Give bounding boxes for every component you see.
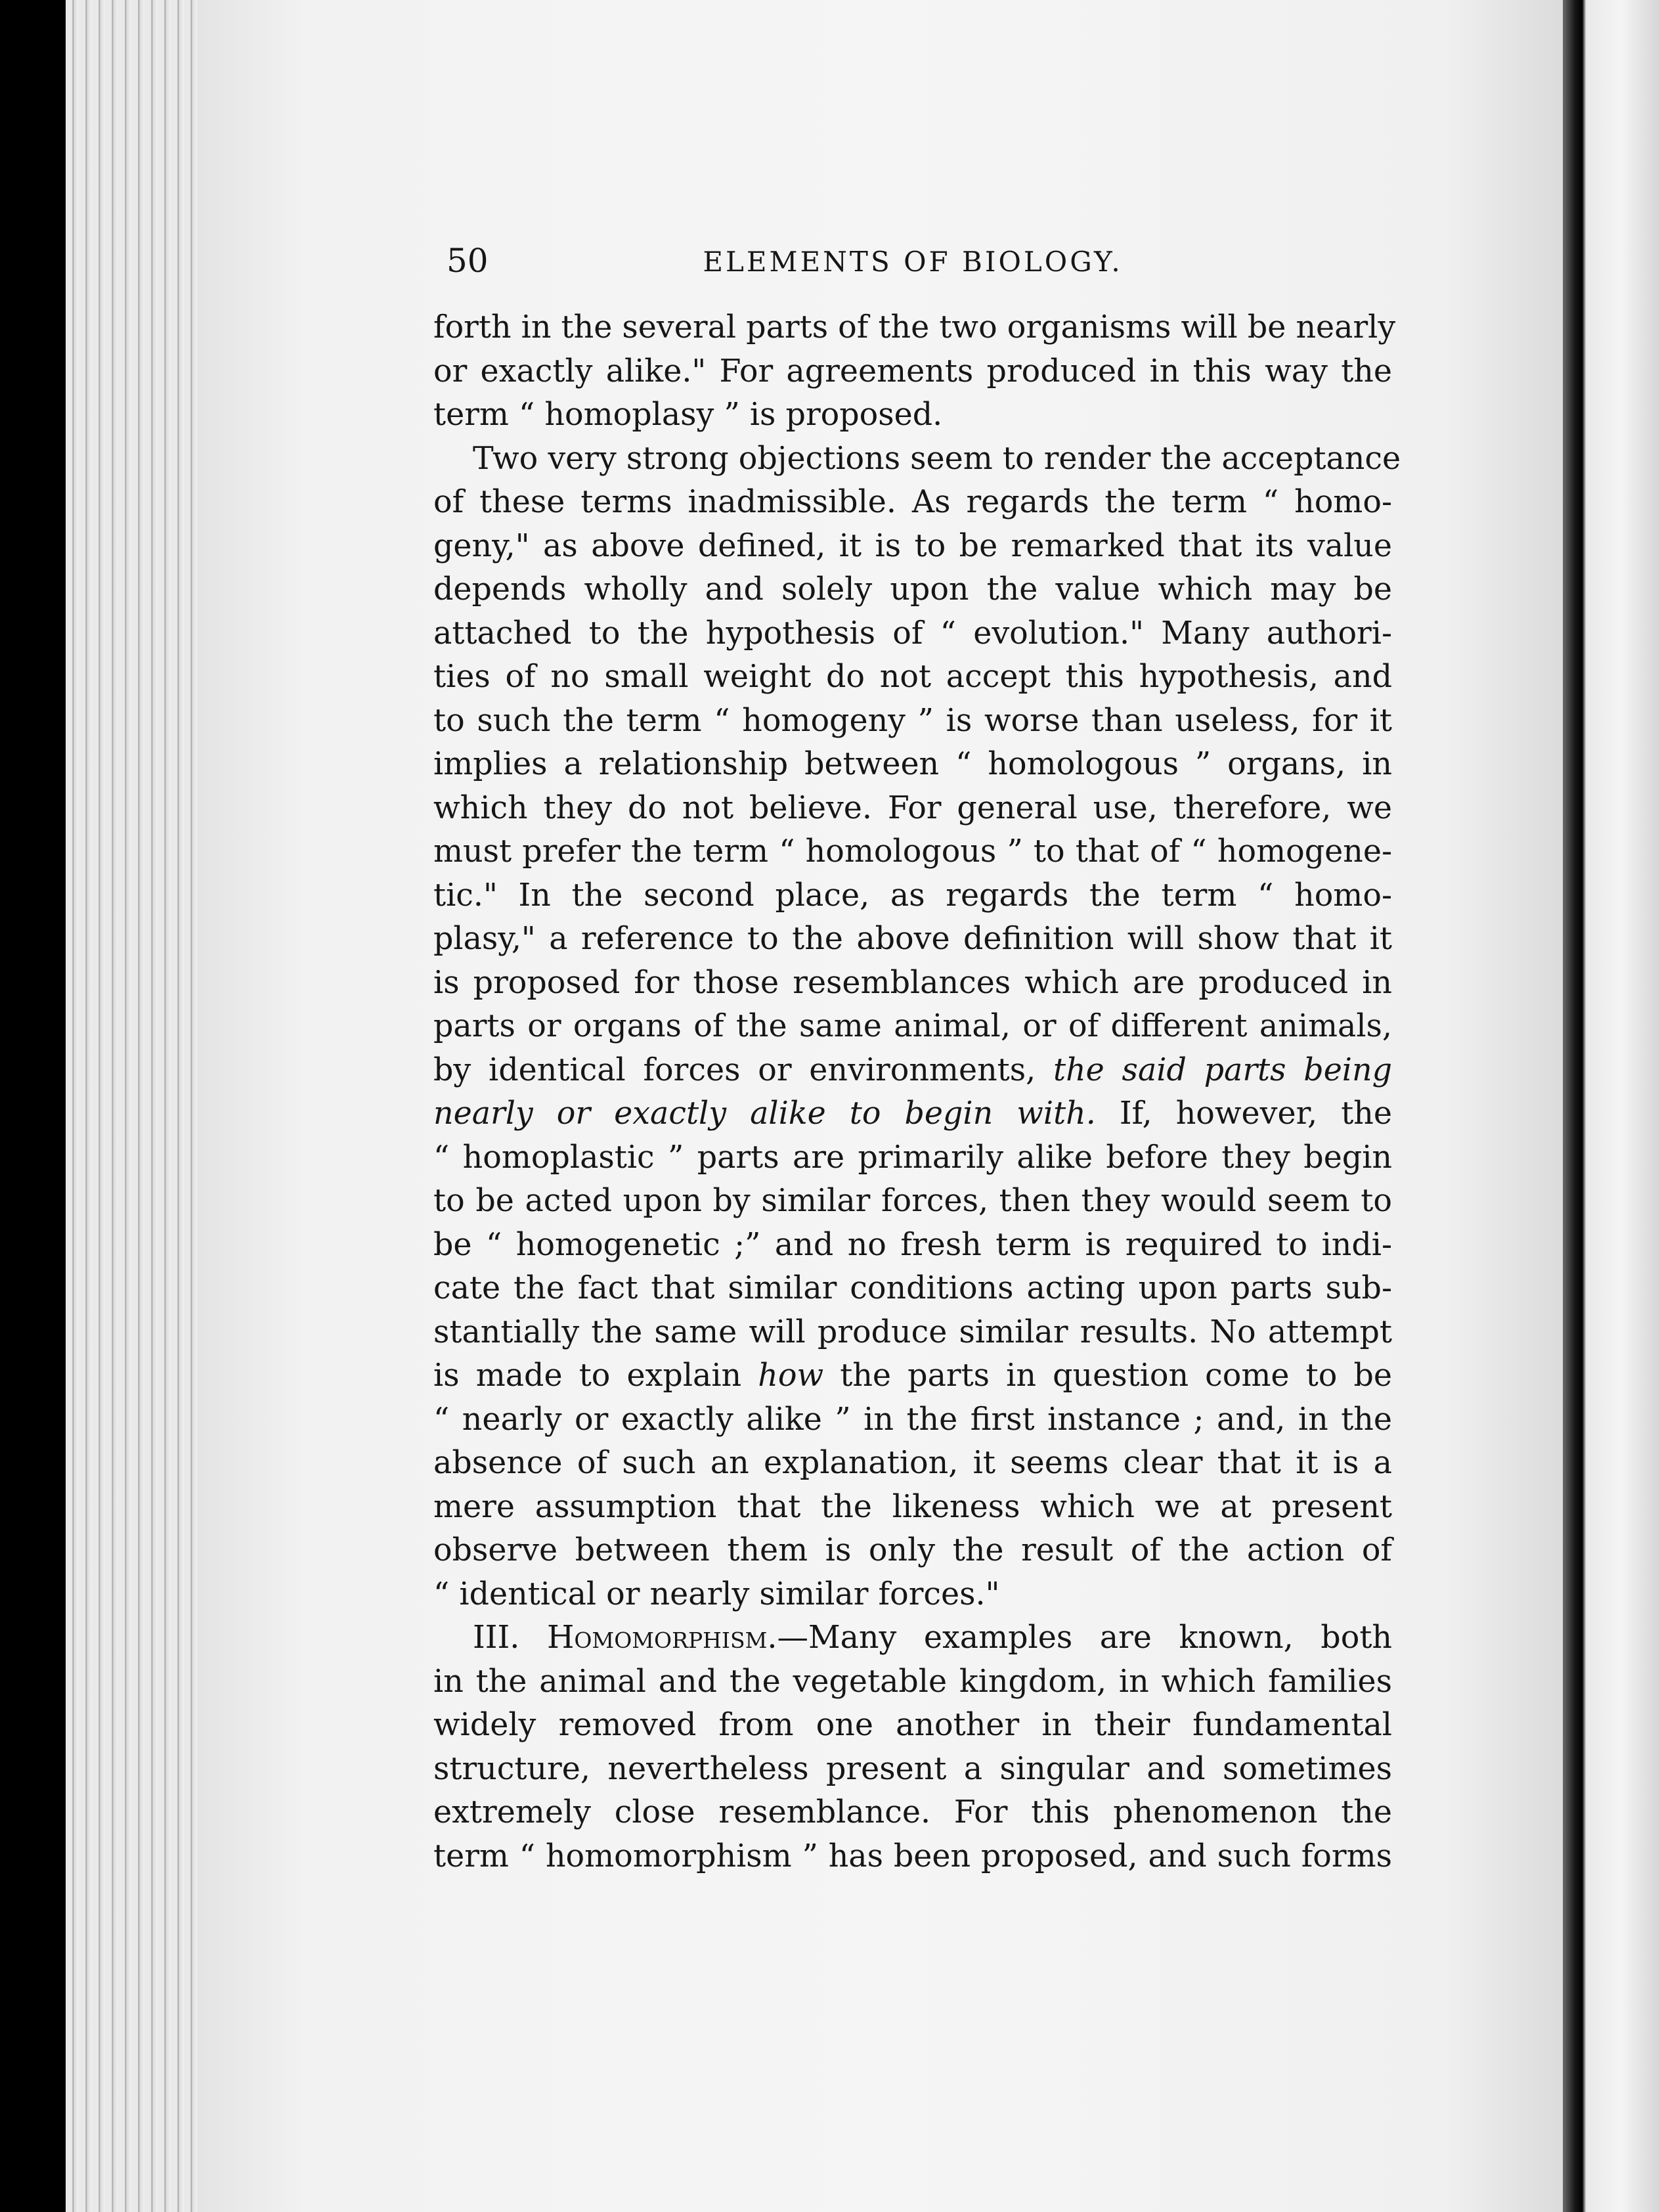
text-line: attached to the hypothesis of “ evolution." Many authori-	[433, 615, 1392, 652]
section-title: Homomorphism.	[546, 1620, 777, 1656]
text-line: absence of such an explanation, it seems clear that it is a	[433, 1445, 1392, 1481]
text-line: plasy," a reference to the above definition will show that it	[433, 921, 1392, 957]
page-content	[433, 236, 1401, 1878]
italic-phrase: the said parts being	[1053, 1051, 1392, 1088]
text-line: observe between them is only the result of the action of	[433, 1532, 1392, 1568]
text-line: forth in the several parts of the two organisms will be nearly	[433, 309, 1396, 345]
text-line: parts or organs of the same animal, or of different animals,	[433, 1008, 1392, 1044]
text-line: widely removed from one another in their fundamental	[433, 1707, 1392, 1743]
text-line: in the animal and the vegetable kingdom, in which families	[433, 1663, 1392, 1700]
text-line: be “ homogenetic ;” and no fresh term is required to indi-	[433, 1226, 1392, 1263]
text-line: cate the fact that similar conditions acting upon parts sub-	[433, 1270, 1392, 1306]
text-line-with-italic	[433, 1354, 1392, 1398]
page-edges-stack	[66, 0, 210, 2212]
italic-phrase: nearly or exactly alike to begin with.	[433, 1095, 1096, 1132]
text-line: implies a relationship between “ homologous ” organs, in	[433, 746, 1392, 782]
text-line: term “ homomorphism ” has been proposed, and such forms	[433, 1838, 1392, 1874]
text-line-with-italic	[433, 1049, 1392, 1093]
body-text	[433, 306, 1401, 1878]
text-line: to such the term “ homogeny ” is worse than useless, for it	[433, 702, 1392, 739]
running-title: ELEMENTS OF BIOLOGY.	[703, 246, 1123, 278]
text-line: of these terms inadmissible. As regards the term “ homo-	[433, 484, 1392, 520]
text-line: ties of no small weight do not accept this hypothesis, and	[433, 659, 1392, 695]
text-segment: is made to explain	[433, 1358, 758, 1394]
text-segment: —Many examples are known, both	[777, 1620, 1392, 1656]
text-line: is proposed for those resemblances which are produced in	[433, 964, 1392, 1001]
text-line: which they do not believe. For general use, therefore, we	[433, 789, 1392, 826]
text-line: geny," as above defined, it is to be remarked that its value	[433, 527, 1392, 564]
text-line: structure, nevertheless present a singular and sometimes	[433, 1750, 1392, 1787]
text-line: must prefer the term “ homologous ” to that of “ homogene-	[433, 833, 1392, 870]
text-line: “ homoplastic ” parts are primarily alike before they begin	[433, 1139, 1392, 1176]
section-number: III.	[473, 1620, 547, 1656]
text-line: depends wholly and solely upon the value which may be	[433, 571, 1392, 608]
text-line: term “ homoplasy ” is proposed.	[433, 397, 943, 433]
section-heading-line	[433, 1616, 1392, 1660]
scan-border-left	[0, 0, 12, 2212]
text-line: to be acted upon by similar forces, then they would seem to	[433, 1183, 1392, 1219]
text-line: extremely close resemblance. For this phenomenon the	[433, 1794, 1392, 1830]
text-segment: by identical forces or environments,	[433, 1051, 1053, 1088]
text-segment: If, however, the	[1095, 1095, 1393, 1132]
text-line: tic." In the second place, as regards the term “ homo-	[433, 877, 1392, 914]
text-line: stantially the same will produce similar results. No attempt	[433, 1314, 1392, 1350]
text-segment: the parts in question come to be	[823, 1358, 1392, 1394]
paragraph-first-line: Two very strong objections seem to render the acceptance	[473, 440, 1401, 477]
italic-word: how	[758, 1358, 824, 1394]
book-binding-right	[1563, 0, 1660, 2212]
running-head	[433, 236, 1392, 289]
text-line: “ nearly or exactly alike ” in the first instance ; and, in the	[433, 1401, 1392, 1438]
page-number: 50	[447, 242, 489, 280]
text-line: or exactly alike." For agreements produced in this way the	[433, 353, 1392, 389]
text-line: “ identical or nearly similar forces."	[433, 1576, 1000, 1612]
text-line-with-italic	[433, 1092, 1392, 1136]
text-line: mere assumption that the likeness which we at present	[433, 1488, 1392, 1525]
